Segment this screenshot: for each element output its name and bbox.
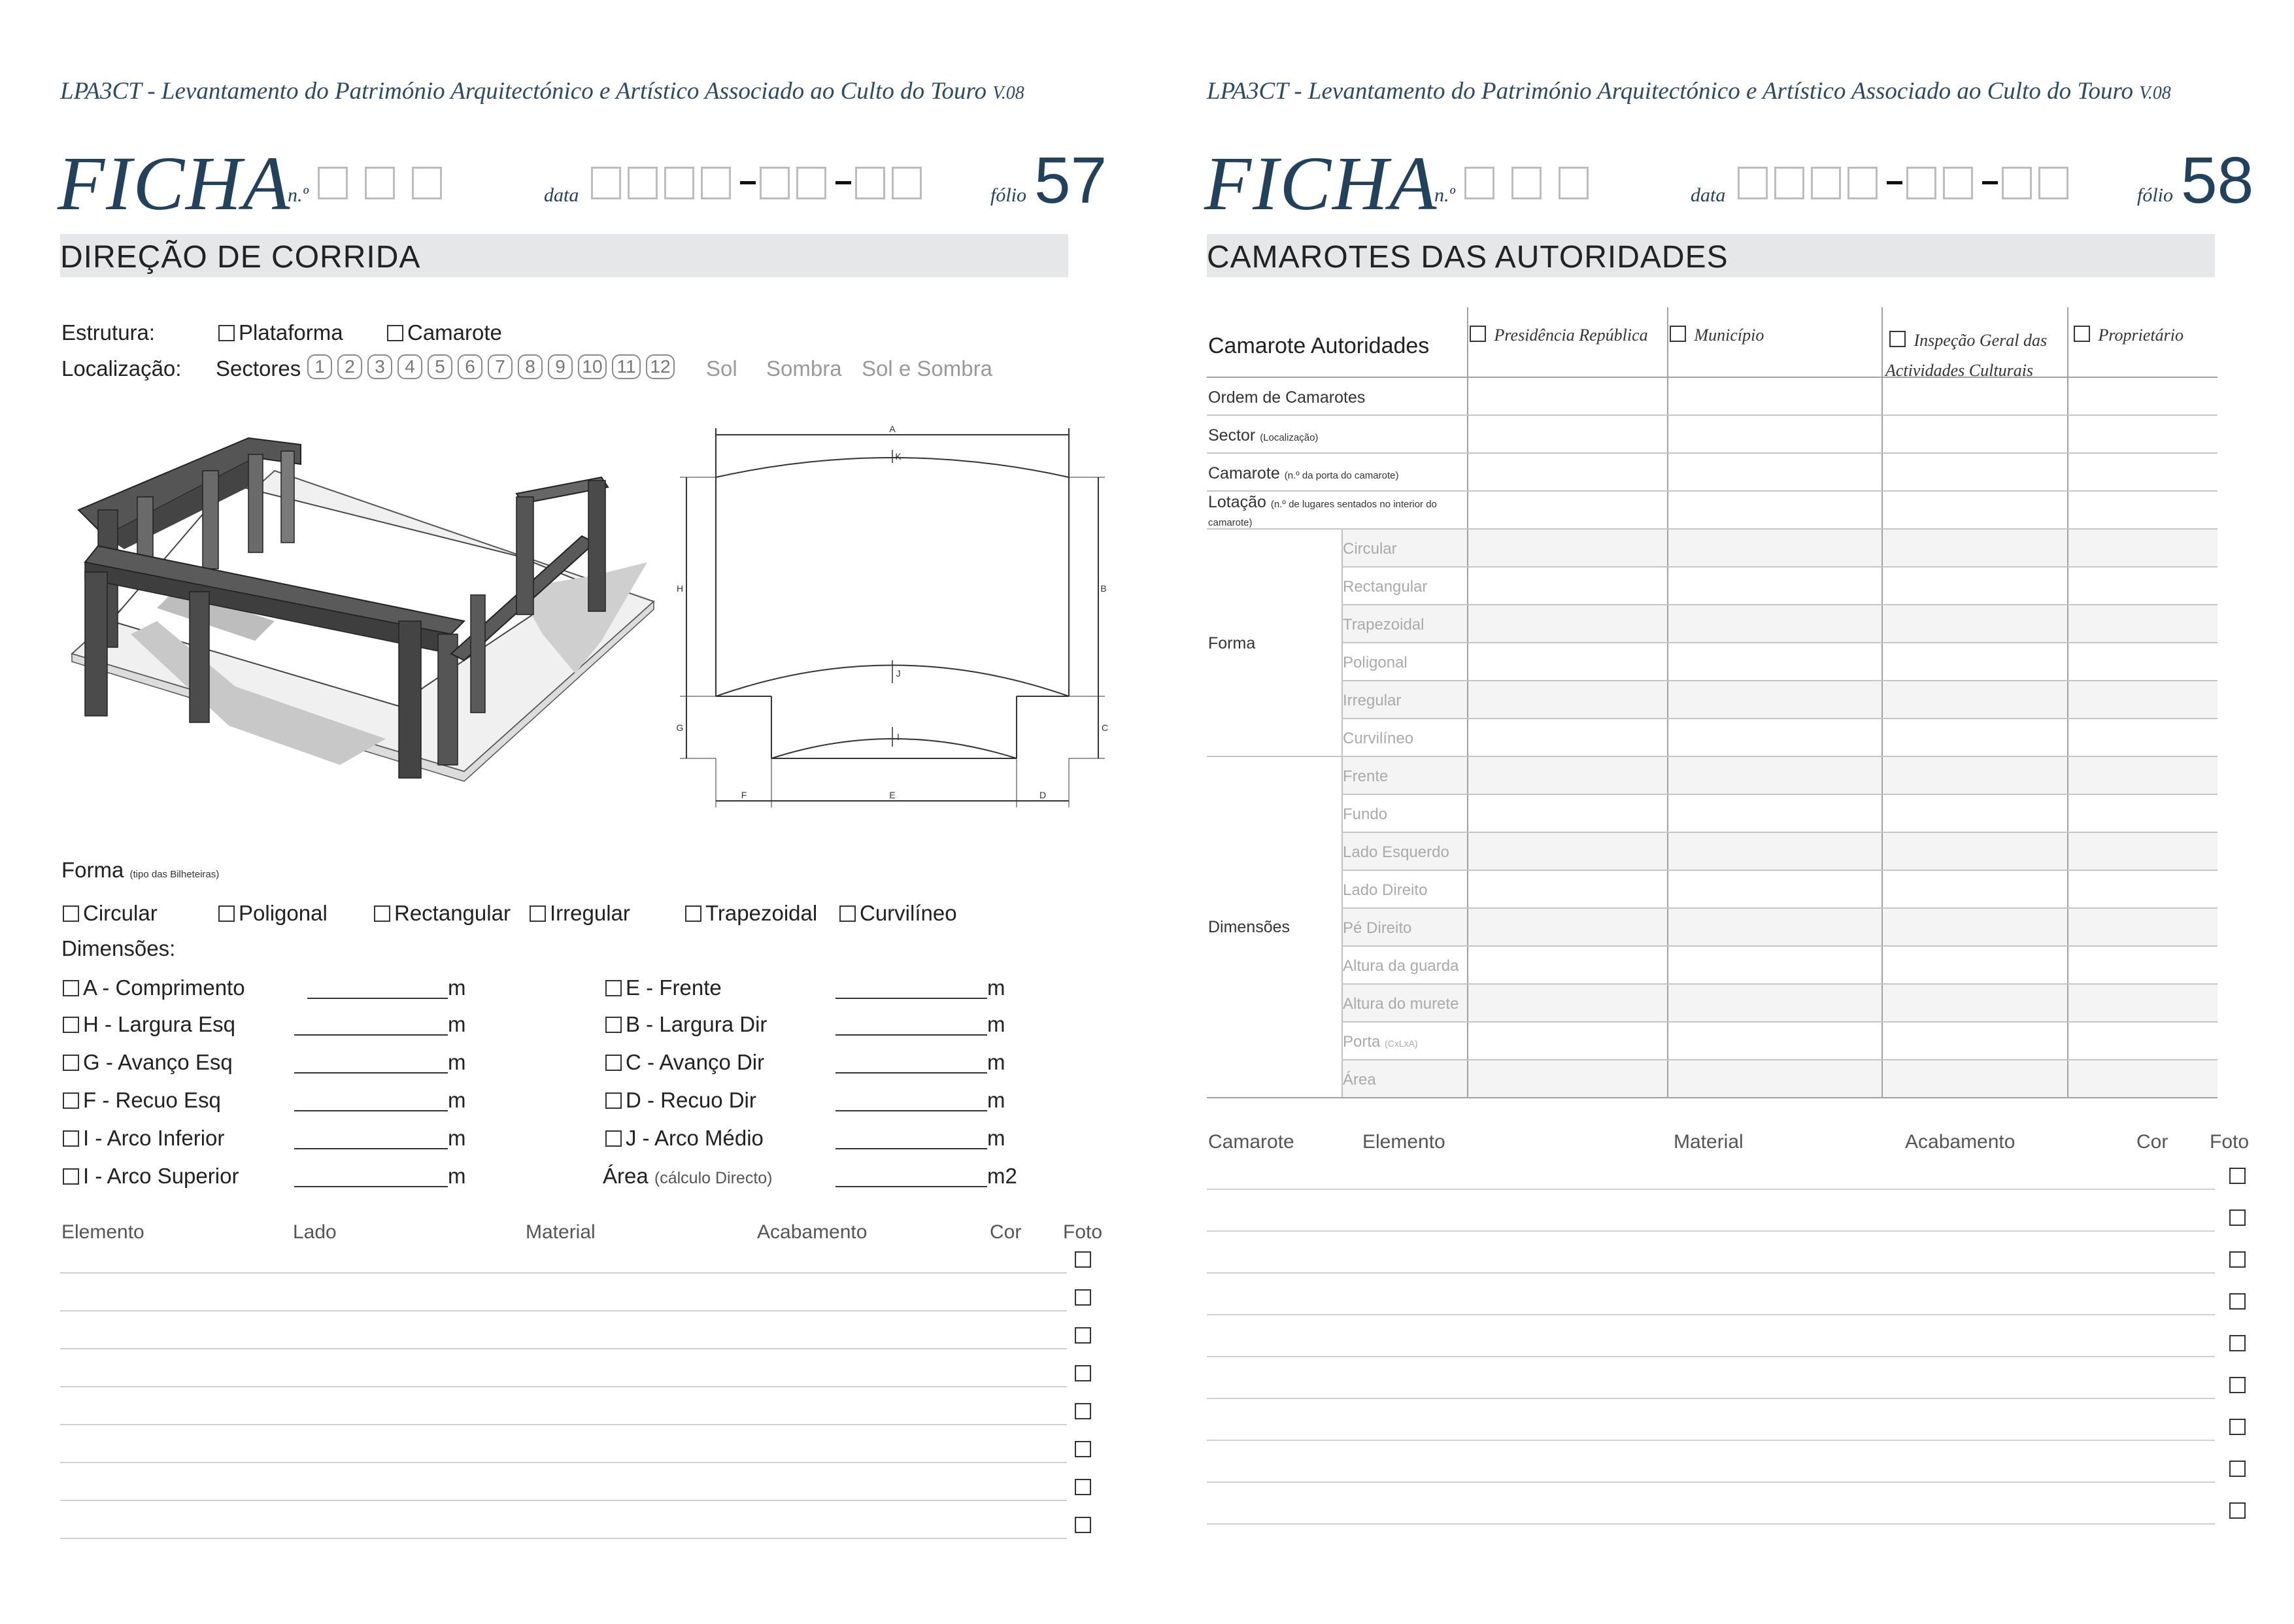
col-label: Município — [1694, 326, 1764, 345]
dim-unit: m — [448, 1012, 466, 1036]
table-row-line — [60, 1310, 1067, 1311]
diagram-label: I — [897, 732, 900, 742]
date-box[interactable] — [591, 167, 621, 199]
foto-checkbox[interactable] — [1075, 1479, 1091, 1495]
col-header-material: Material — [526, 1221, 596, 1243]
option-plataforma[interactable] — [218, 320, 343, 345]
foto-checkbox[interactable] — [2229, 1210, 2246, 1226]
dim-field[interactable] — [63, 1126, 224, 1151]
dim-row: Lado Esquerdo — [1343, 843, 1449, 861]
col-header-lado: Lado — [293, 1221, 337, 1243]
table-hline — [1341, 680, 2218, 681]
diagram-label: C — [1101, 722, 1109, 733]
dim-field[interactable] — [63, 1164, 239, 1189]
dim-row: Altura da guarda — [1343, 957, 1459, 975]
table-row-line — [1207, 1481, 2215, 1483]
row-label: Camarote — [1208, 464, 1280, 482]
forma-row: Curvilíneo — [1343, 730, 1414, 747]
table-vline — [1467, 307, 1468, 1097]
forma-option[interactable] — [839, 901, 957, 926]
forma-note: (tipo das Bilheteiras) — [129, 869, 220, 880]
table-hline — [1341, 566, 2218, 567]
foto-checkbox[interactable] — [2229, 1168, 2246, 1184]
date-box[interactable] — [1811, 167, 1841, 199]
dim-unit: m — [987, 1088, 1005, 1112]
option-sol-e-sombra[interactable]: Sol e Sombra — [862, 356, 992, 381]
forma-option[interactable] — [218, 901, 328, 926]
dim-field[interactable] — [605, 1012, 767, 1037]
dim-input-line[interactable] — [294, 1148, 448, 1149]
dim-row-note: (CxLxA) — [1385, 1038, 1418, 1049]
dim-input-line[interactable] — [307, 998, 448, 999]
table-row-line — [60, 1386, 1067, 1387]
forma-label — [61, 858, 219, 883]
page-right — [1147, 0, 2293, 1624]
plan-diagram — [667, 425, 1111, 811]
dim-label: C - Avanço Dir — [626, 1050, 765, 1074]
sector-4[interactable]: 4 — [397, 354, 422, 379]
dim-field[interactable] — [63, 1012, 235, 1037]
foto-checkbox[interactable] — [1075, 1251, 1091, 1268]
table-row-line — [1207, 1189, 2215, 1190]
date-box[interactable] — [855, 167, 885, 199]
foto-checkbox[interactable] — [1075, 1441, 1091, 1457]
option-label: Irregular — [550, 901, 630, 925]
checkbox[interactable] — [605, 980, 622, 996]
table-hline — [1207, 756, 2218, 757]
row-label: Sector — [1208, 426, 1256, 445]
col-header-cor: Cor — [990, 1221, 1022, 1243]
folio-number: 58 — [2181, 144, 2254, 217]
forma-text: Forma — [61, 858, 124, 882]
foto-checkbox[interactable] — [1075, 1327, 1091, 1344]
table-row-line — [1207, 1314, 2215, 1315]
sector-9[interactable]: 9 — [548, 354, 573, 379]
forma-row: Poligonal — [1343, 654, 1408, 671]
dim-unit: m — [448, 1050, 466, 1074]
col-header-elemento: Elemento — [1362, 1131, 1445, 1153]
table-row-line — [1207, 1356, 2215, 1357]
table-row-line — [60, 1272, 1067, 1274]
section-bar — [60, 234, 1068, 277]
dim-field[interactable] — [605, 1050, 764, 1075]
date-separator — [740, 181, 756, 184]
table-row-line — [1207, 1398, 2215, 1399]
dim-row: Frente — [1343, 768, 1389, 785]
dim-field[interactable] — [63, 975, 245, 1000]
checkbox[interactable] — [63, 1130, 79, 1147]
dim-input-line[interactable] — [835, 1110, 987, 1111]
diagram-label: H — [676, 583, 684, 594]
number-box[interactable] — [412, 167, 442, 199]
option-label: Curvilíneo — [860, 901, 957, 925]
diagram-label: D — [1039, 790, 1047, 800]
table-stripe — [1341, 907, 2218, 945]
folio-label: fólio — [990, 184, 1027, 206]
table-row-line — [60, 1424, 1067, 1425]
version-label: V.08 — [992, 83, 1024, 103]
dim-field[interactable] — [63, 1088, 221, 1113]
date-box[interactable] — [892, 167, 922, 199]
dim-field[interactable] — [605, 975, 722, 1000]
table-stripe — [1341, 756, 2218, 794]
option-label: Rectangular — [394, 901, 511, 925]
area-unit: m2 — [987, 1164, 1017, 1188]
col-header-material: Material — [1674, 1131, 1744, 1153]
dim-unit: m — [987, 1050, 1005, 1074]
foto-checkbox[interactable] — [2229, 1293, 2246, 1310]
sector-11[interactable]: 11 — [612, 354, 641, 379]
dim-row: Área — [1343, 1071, 1376, 1089]
checkbox[interactable] — [839, 905, 856, 922]
option-label: Plataforma — [239, 320, 343, 345]
dim-input-line[interactable] — [294, 1110, 448, 1111]
sector-7[interactable]: 7 — [488, 354, 513, 379]
date-box[interactable] — [628, 167, 658, 199]
dim-unit: m — [987, 975, 1005, 1000]
estrutura-label: Estrutura: — [61, 320, 156, 345]
date-box[interactable] — [1847, 167, 1878, 199]
group-forma: Forma — [1208, 634, 1256, 652]
table-hline — [1207, 452, 2218, 454]
option-label: Trapezoidal — [705, 901, 818, 925]
col-header-camarote: Camarote — [1208, 1131, 1294, 1153]
sector-6[interactable]: 6 — [458, 354, 482, 379]
dim-label: I - Arco Inferior — [83, 1126, 225, 1150]
diagram-label: G — [676, 722, 684, 733]
col-header-elemento: Elemento — [61, 1221, 144, 1243]
row-ordem: Ordem de Camarotes — [1208, 388, 1366, 407]
checkbox[interactable] — [605, 1130, 622, 1147]
table-hline — [1341, 794, 2218, 795]
table-hline — [1341, 1021, 2218, 1023]
ficha-number-boxes[interactable] — [1464, 167, 1606, 199]
sector-1[interactable]: 1 — [307, 354, 332, 379]
area-note: (cálculo Directo) — [654, 1169, 773, 1187]
folio-label: fólio — [2137, 184, 2174, 206]
dim-label: F - Recuo Esq — [83, 1088, 221, 1112]
foto-checkbox[interactable] — [1075, 1403, 1091, 1419]
series-title: LPA3CT - Levantamento do Património Arquitectónico e Artístico Associado ao Culto do Touro — [1207, 78, 2134, 105]
date-box[interactable] — [1774, 167, 1804, 199]
forma-row: Irregular — [1343, 692, 1402, 709]
checkbox[interactable] — [1470, 326, 1486, 342]
dim-row: Lado Direito — [1343, 881, 1428, 899]
foto-checkbox[interactable] — [1075, 1365, 1091, 1381]
table-title: Camarote Autoridades — [1208, 333, 1430, 358]
section-title: DIREÇÃO DE CORRIDA — [60, 240, 421, 275]
table-stripe — [1341, 832, 2218, 870]
row-label: Lotação — [1208, 493, 1266, 511]
checkbox[interactable] — [605, 1092, 622, 1109]
dim-row-porta — [1343, 1033, 1418, 1051]
dim-unit: m — [987, 1012, 1005, 1036]
foto-checkbox[interactable] — [2229, 1251, 2246, 1268]
checkbox[interactable] — [218, 905, 235, 922]
table-vline — [1881, 307, 1883, 1097]
checkbox[interactable] — [685, 905, 701, 922]
col-header-foto: Foto — [1063, 1221, 1103, 1243]
foto-checkbox[interactable] — [2229, 1502, 2246, 1519]
number-box[interactable] — [1559, 167, 1589, 199]
dim-input-line[interactable] — [835, 1034, 987, 1036]
dim-label: E - Frente — [626, 975, 722, 1000]
diagram-label: E — [889, 790, 896, 800]
table-row-line — [1207, 1523, 2215, 1525]
row-camarote — [1208, 464, 1398, 483]
date-box[interactable] — [1906, 167, 1936, 199]
forma-option[interactable] — [685, 901, 817, 926]
number-box[interactable] — [1464, 167, 1494, 199]
table-hline — [1341, 907, 2218, 909]
structure-3d-illustration — [59, 425, 660, 817]
dim-unit: m — [448, 1126, 466, 1150]
sector-10[interactable]: 10 — [578, 354, 607, 379]
sectores-label: Sectores — [216, 356, 301, 381]
row-sector — [1208, 426, 1318, 445]
table-row-line — [60, 1500, 1067, 1501]
dim-input-line[interactable] — [294, 1072, 448, 1074]
checkbox[interactable] — [2074, 326, 2090, 342]
checkbox[interactable] — [63, 1168, 79, 1185]
section-title: CAMAROTES DAS AUTORIDADES — [1207, 240, 1729, 275]
table-hline — [1207, 1097, 2218, 1098]
area-label: Área — [603, 1164, 649, 1188]
sector-2[interactable]: 2 — [337, 354, 362, 379]
data-label: data — [544, 184, 579, 206]
checkbox[interactable] — [63, 905, 79, 922]
col-municipio[interactable] — [1670, 326, 1866, 345]
data-label: data — [1691, 184, 1726, 206]
col-header-acabamento: Acabamento — [1905, 1131, 2016, 1153]
foto-checkbox[interactable] — [2229, 1335, 2246, 1351]
row-note: (Localização) — [1260, 432, 1319, 443]
area-input-line[interactable] — [835, 1186, 987, 1187]
option-sombra[interactable]: Sombra — [766, 356, 842, 381]
ficha-title: FICHA — [1204, 141, 1438, 226]
table-hline — [1207, 377, 2218, 378]
table-hline — [1341, 642, 2218, 643]
date-box[interactable] — [796, 167, 826, 199]
dim-row: Altura do murete — [1343, 995, 1459, 1013]
checkbox[interactable] — [387, 325, 403, 341]
sector-5[interactable]: 5 — [428, 354, 452, 379]
numero-label: n.º — [1434, 184, 1455, 206]
foto-checkbox[interactable] — [1075, 1517, 1091, 1533]
table-hline — [1341, 832, 2218, 833]
forma-option[interactable] — [530, 901, 630, 926]
area-field — [603, 1164, 773, 1189]
diagram-label: A — [889, 425, 896, 434]
sector-8[interactable]: 8 — [518, 354, 543, 379]
series-title: LPA3CT - Levantamento do Património Arquitectónico e Artístico Associado ao Culto do Touro — [60, 78, 987, 105]
col-presidencia[interactable] — [1470, 326, 1666, 345]
foto-checkbox[interactable] — [2229, 1461, 2246, 1477]
foto-checkbox[interactable] — [2229, 1419, 2246, 1435]
table-row-line — [60, 1462, 1067, 1463]
table-row-line — [60, 1348, 1067, 1349]
sector-3[interactable]: 3 — [367, 354, 392, 379]
forma-row: Rectangular — [1343, 578, 1428, 596]
date-box[interactable] — [701, 167, 731, 199]
table-hline — [1341, 604, 2218, 605]
checkbox[interactable] — [218, 325, 235, 341]
dim-unit: m — [987, 1126, 1005, 1150]
foto-checkbox[interactable] — [1075, 1289, 1091, 1306]
localizacao-label: Localização: — [61, 356, 182, 381]
dim-label: B - Largura Dir — [626, 1012, 767, 1036]
sectores-list — [307, 354, 680, 379]
col-proprietario[interactable] — [2074, 326, 2224, 345]
table-stripe — [1341, 1059, 2218, 1097]
table-row-line — [1207, 1230, 2215, 1232]
option-label: Camarote — [407, 320, 502, 345]
table-hline — [1207, 414, 2218, 416]
table-row-line — [60, 1538, 1067, 1539]
col-label: Inspeção Geral das Actividades Culturais — [1885, 331, 2048, 380]
col-header-foto: Foto — [2210, 1131, 2250, 1153]
dim-field[interactable] — [605, 1126, 764, 1151]
table-hline — [1341, 1059, 2218, 1060]
checkbox[interactable] — [1670, 326, 1686, 342]
sector-12[interactable]: 12 — [646, 354, 675, 379]
date-boxes[interactable] — [1738, 167, 2075, 199]
dimensoes-label: Dimensões: — [61, 936, 176, 960]
number-box[interactable] — [318, 167, 348, 199]
dim-row-label: Porta — [1343, 1033, 1381, 1051]
option-sol[interactable]: Sol — [706, 356, 737, 381]
date-separator — [835, 181, 851, 184]
table-vline — [2067, 307, 2068, 1097]
col-header-acabamento: Acabamento — [757, 1221, 868, 1243]
table-hline — [1341, 870, 2218, 871]
series-header — [1207, 77, 2171, 105]
dim-label: D - Recuo Dir — [626, 1088, 756, 1112]
ficha-number-boxes[interactable] — [318, 167, 459, 199]
checkbox[interactable] — [63, 1017, 79, 1033]
table-stripe — [1341, 528, 2218, 566]
version-label: V.08 — [2139, 83, 2171, 103]
checkbox[interactable] — [63, 1055, 79, 1071]
diagram-label: K — [895, 451, 902, 462]
ficha-title: FICHA — [58, 141, 292, 226]
section-bar — [1207, 234, 2215, 277]
table-hline — [1341, 718, 2218, 719]
row-note: (n.º de lugares sentados no interior do camarote) — [1208, 499, 1437, 528]
table-hline — [1341, 983, 2218, 985]
forma-row: Circular — [1343, 540, 1397, 558]
table-row-line — [1207, 1272, 2215, 1274]
date-box[interactable] — [760, 167, 790, 199]
folio-number: 57 — [1034, 144, 1107, 217]
col-label: Proprietário — [2098, 326, 2184, 345]
forma-option[interactable] — [63, 901, 158, 926]
dim-unit: m — [448, 1088, 466, 1112]
option-label: Poligonal — [239, 901, 328, 925]
dim-input-line[interactable] — [294, 1034, 448, 1036]
table-stripe — [1341, 680, 2218, 718]
forma-row: Trapezoidal — [1343, 616, 1425, 634]
row-note: (n.º da porta do camarote) — [1284, 470, 1399, 481]
date-boxes[interactable] — [591, 167, 928, 199]
date-box[interactable] — [664, 167, 694, 199]
number-box[interactable] — [1511, 167, 1542, 199]
dim-input-line[interactable] — [294, 1186, 448, 1187]
numero-label: n.º — [288, 184, 309, 206]
checkbox[interactable] — [63, 980, 79, 996]
diagram-label: B — [1100, 583, 1107, 594]
foto-checkbox[interactable] — [2229, 1377, 2246, 1393]
checkbox[interactable] — [1889, 331, 1906, 347]
dim-field[interactable] — [605, 1088, 756, 1113]
dim-unit: m — [448, 975, 466, 1000]
dim-label: I - Arco Superior — [83, 1164, 239, 1188]
dim-row: Fundo — [1343, 805, 1388, 823]
date-box[interactable] — [1738, 167, 1768, 199]
checkbox[interactable] — [63, 1092, 79, 1109]
checkbox[interactable] — [530, 905, 546, 922]
dim-input-line[interactable] — [835, 1072, 987, 1074]
date-box[interactable] — [1943, 167, 1973, 199]
table-stripe — [1341, 983, 2218, 1021]
table-row-line — [1207, 1440, 2215, 1441]
diagram-label: F — [741, 790, 747, 800]
option-camarote[interactable] — [387, 320, 502, 345]
checkbox[interactable] — [374, 905, 390, 922]
forma-option[interactable] — [374, 901, 511, 926]
dim-field[interactable] — [63, 1050, 233, 1075]
dim-label: H - Largura Esq — [83, 1012, 235, 1036]
col-header-cor: Cor — [2136, 1131, 2168, 1153]
dim-label: G - Avanço Esq — [83, 1050, 233, 1074]
group-dimensoes: Dimensões — [1208, 918, 1290, 936]
table-hline — [1341, 945, 2218, 947]
number-box[interactable] — [365, 167, 395, 199]
date-box[interactable] — [2002, 167, 2032, 199]
option-label: Circular — [83, 901, 158, 925]
date-separator — [1982, 181, 1998, 184]
dim-label: A - Comprimento — [83, 975, 245, 1000]
checkbox[interactable] — [605, 1055, 622, 1071]
row-lotacao — [1208, 494, 1457, 531]
table-vline — [1667, 307, 1668, 1097]
dim-row: Pé Direito — [1343, 919, 1412, 937]
dim-input-line[interactable] — [835, 1148, 987, 1149]
checkbox[interactable] — [605, 1017, 622, 1033]
dim-input-line[interactable] — [835, 998, 987, 999]
date-box[interactable] — [2038, 167, 2068, 199]
series-header — [60, 77, 1024, 105]
col-label: Presidência República — [1494, 326, 1648, 345]
diagram-label: J — [896, 668, 901, 679]
dim-label: J - Arco Médio — [626, 1126, 764, 1150]
date-separator — [1887, 181, 1902, 184]
dim-unit: m — [448, 1164, 466, 1188]
table-stripe — [1341, 604, 2218, 642]
table-hline — [1207, 490, 2218, 492]
